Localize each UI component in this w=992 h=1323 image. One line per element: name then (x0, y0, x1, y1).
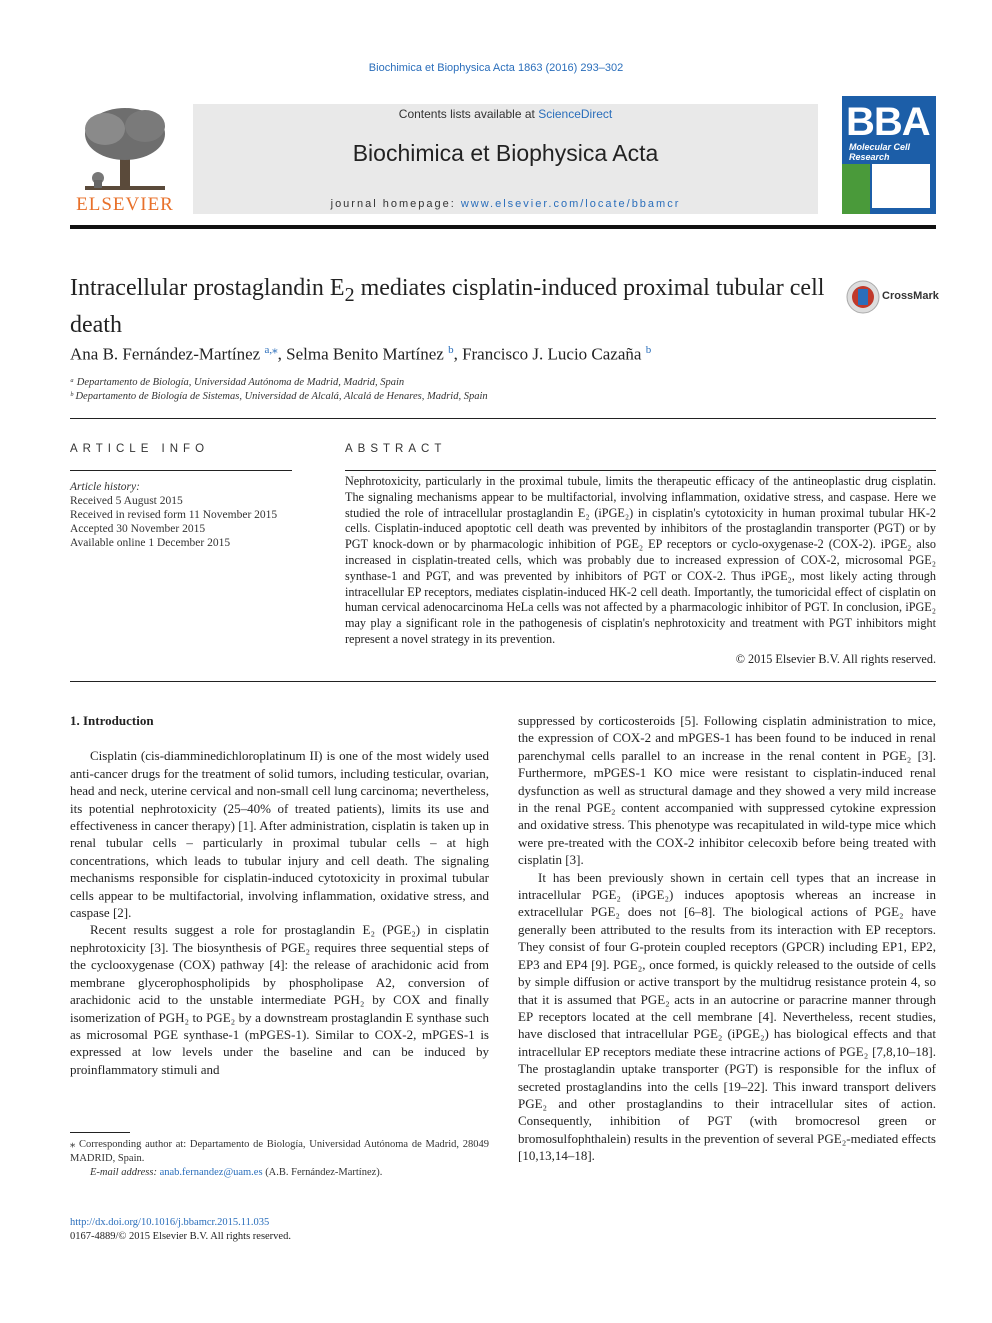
affiliation-rule (70, 418, 936, 419)
email-label: E-mail address: (90, 1167, 160, 1178)
accepted-date: Accepted 30 November 2015 (70, 523, 206, 535)
doi-link[interactable]: http://dx.doi.org/10.1016/j.bbamcr.2015.11.035 (70, 1217, 270, 1228)
article-history (70, 480, 292, 550)
email-link[interactable]: anab.fernandez@uam.es (159, 1167, 263, 1178)
contents-line (193, 107, 818, 121)
received-date: Received 5 August 2015 (70, 495, 183, 507)
homepage-prefix: journal homepage: (330, 198, 461, 210)
journal-cover[interactable] (842, 96, 936, 214)
crossmark-badge[interactable] (846, 280, 946, 316)
doi-block (70, 1216, 291, 1244)
author-list (70, 343, 830, 365)
journal-homepage (193, 198, 818, 210)
header-rule (70, 225, 936, 229)
intro-paragraph-2: Recent results suggest a role for prostaglandin E₂ (PGE₂) in cisplatin nephrotoxicity [3]. The biosynthesis of PGE₂ requires three sequential steps of the cyclooxygenase (COX) pathway [4]: the release of arachidonic acid from membrane glycerophospholipids by phospholipase A2, conversion of arachidonic acid to the unstable intermediate PGH₂ by COX and finally isomerization of PGH₂ to PGE₂ by a downstream prostaglandin E synthase such as microsomal PGE synthase-1 (mPGES-1). Similar to COX-2, mPGES-1 is expressed at low levels under the baseline and can be induced by proinflammatory stimuli and (70, 922, 489, 1077)
intro-paragraph-4: It has been previously shown in certain cell types that an increase in intracellular PGE₂ (iPGE₂) induces apoptosis whereas an increase in extracellular PGE₂ does not [6–8]. The biological actions of PGE₂ have generally been attributed to the results from its interaction with EP receptors. They consist of four G-protein coupled receptors (GPCR) including EP1, EP2, EP3 and EP4 [9]. PGE₂, once formed, is quickly released to the outside of cells by simple diffusion or active transport by the multidrug resistance protein 4, so that it is assumed that PGE₂ acts in an autocrine or paracrine manner through EP receptors located at the cell membrane [4]. Nevertheless, recent studies, have disclosed that intracellular PGE₂ (iPGE₂) has biological effects and that intracellular EP receptors mediate these intracrine actions of PGE₂ [7,8,10–18]. The prostaglandin uptake transporter (PGT) is responsible for the influx of secreted prostaglandins into the cells [19–22]. This inward transport delivers PGE₂ and other prostaglandins to their intracellular sites of action. Consequently, inhibition of PGT (with bromocresol green or bromosulfophthalein) results in the prevention of several PGE₂-mediated effects [10,13,14–18]. (518, 869, 936, 1164)
title-part2: mediates cisplatin-induced proximal tubular cell death (70, 275, 825, 338)
abstract-bottom-rule (70, 681, 936, 682)
history-label: Article history: (70, 481, 140, 493)
article-title (70, 273, 830, 340)
abstract-rule (345, 470, 936, 471)
elsevier-tree-icon (70, 104, 180, 194)
body-left-column (70, 712, 489, 1078)
intro-paragraph-1: Cisplatin (cis-diamminedichloroplatinum II) is one of the most widely used anti-cancer drugs for the treatment of solid tumors, including testicular, ovarian, head and neck, uterine cervical and non-small cell lung carcinoma; nevertheless, its potential nephrotoxicity (25–40% of treated patients), limits its use and effectiveness in cancer therapy) [1]. After administration, cisplatin is taken up in renal tubular cells – particularly in proximal tubular cells – at high concentrations, which leads to tubular injury and cell death. The signaling mechanisms responsible for cisplatin-induced cytotoxicity in proximal tubular cells appear to be multifactorial, involving inflammation, oxidative stress, and caspase [2]. (70, 748, 489, 921)
abstract-heading: ABSTRACT (345, 443, 447, 455)
body-right-column (518, 712, 936, 1165)
title-subscript: 2 (344, 283, 355, 306)
author-3: , Francisco J. Lucio Cazaña (453, 344, 646, 364)
journal-title: Biochimica et Biophysica Acta (352, 140, 659, 166)
cover-subtitle (849, 142, 910, 162)
intro-paragraph-3: suppressed by corticosteroids [5]. Following cisplatin administration to mice, the expression of COX-2 and mPGES-1 has been found to be induced in renal parenchymal cells parallel to an increase in the renal content in PGE₂ [3]. Furthermore, mPGES-1 KO mice were resistant to cisplatin-induced renal dysfunction as well as structural damage and they showed a very mild increase in the renal PGE₂ content accompanied with suppressed cytokine expression and oxidative stress. This phenotype was recapitulated in wild-type mice which were pre-treated with the COX-2 inhibitor celecoxib before being treated with cisplatin [3]. (518, 713, 936, 868)
crossmark-label: CrossMark (882, 290, 939, 302)
revised-date: Received in revised form 11 November 2015 (70, 509, 278, 521)
journal-citation[interactable]: Biochimica et Biophysica Acta 1863 (2016) 293–302 (368, 62, 624, 74)
crossmark-icon (846, 280, 880, 314)
cover-subtitle-line2: Research (849, 152, 890, 162)
author-1-affil[interactable]: a,⁎ (264, 344, 278, 356)
article-info-rule (70, 470, 292, 471)
author-1: Ana B. Fernández-Martínez (70, 344, 265, 364)
abstract-text: Nephrotoxicity, particularly in the proximal tubule, limits the therapeutic efficacy of the antineoplastic drug cisplatin. The signaling mechanisms appear to be multifactorial, involving inflammation, oxidative stress, and caspase. Here we studied the role of intracellular prostaglandin E₂ (iPGE₂) in cisplatin's cytotoxicity in human proximal tubular HK-2 cells. Cisplatin-induced apoptotic cell death was prevented by inhibitors of the prostaglandin transporter (PGT) or by PGT knock-down or by pharmacologic inhibition of PGE₂ EP receptors or cyclo-oxygenase-2 (COX-2). iPGE₂ also increased in cisplatin-treated cells, which was probably due to increased expression of COX-2, microsomal PGE₂ synthase-1 and PGT, and was prevented by inhibitors of PGT or COX-2. Thus iPGE₂, most likely acting through intracellular EP receptors, mediates cisplatin-induced HK-2 cell death. Importantly, the tumoricidal effect of cisplatin on human cervical adenocarcinoma HeLa cells was not affected by a pharmacologic inhibitor of PGT. In conclusion, iPGE₂ may play a significant role in the pathogenesis of cisplatin's nephrotoxicity and treatment with PGT inhibitors might represent a novel strategy in its prevention. (345, 474, 936, 646)
affiliation-b: ᵇ Departamento de Biología de Sistemas, Universidad de Alcalá, Alcalá de Henares, Madrid, Spain (70, 391, 488, 402)
homepage-link[interactable]: www.elsevier.com/locate/bbamcr (460, 198, 681, 210)
affiliation-a: ᵃ Departamento de Biología, Universidad Autónoma de Madrid, Madrid, Spain (70, 377, 405, 388)
footnote-rule (70, 1132, 130, 1133)
elsevier-wordmark: ELSEVIER (76, 194, 174, 215)
cover-title: BBA (846, 100, 930, 144)
issn-line: 0167-4889/© 2015 Elsevier B.V. All rights reserved. (70, 1231, 291, 1242)
email-line (70, 1166, 489, 1180)
email-suffix: (A.B. Fernández-Martínez). (262, 1167, 383, 1178)
abstract-copyright: © 2015 Elsevier B.V. All rights reserved. (735, 652, 936, 666)
cover-green-band (842, 164, 870, 214)
author-2: , Selma Benito Martínez (277, 344, 449, 364)
cover-figure (872, 164, 930, 208)
footnote (70, 1138, 489, 1180)
elsevier-logo[interactable] (70, 104, 180, 216)
cover-subtitle-line1: Molecular Cell (849, 142, 911, 152)
author-3-affil[interactable]: b (645, 344, 652, 356)
author-2-affil[interactable]: b (448, 344, 454, 356)
corresponding-author-note: ⁎ Corresponding author at: Departamento de Biología, Universidad Autónoma de Madrid, 28049 MADRID, Spain. (70, 1139, 489, 1164)
online-date: Available online 1 December 2015 (70, 537, 231, 549)
contents-prefix: Contents lists available at (398, 107, 539, 121)
section-heading-introduction: 1. Introduction (70, 713, 154, 728)
sciencedirect-link[interactable]: ScienceDirect (538, 107, 613, 121)
article-info-heading: ARTICLE INFO (70, 443, 210, 455)
title-part1: Intracellular prostaglandin E (70, 275, 345, 301)
